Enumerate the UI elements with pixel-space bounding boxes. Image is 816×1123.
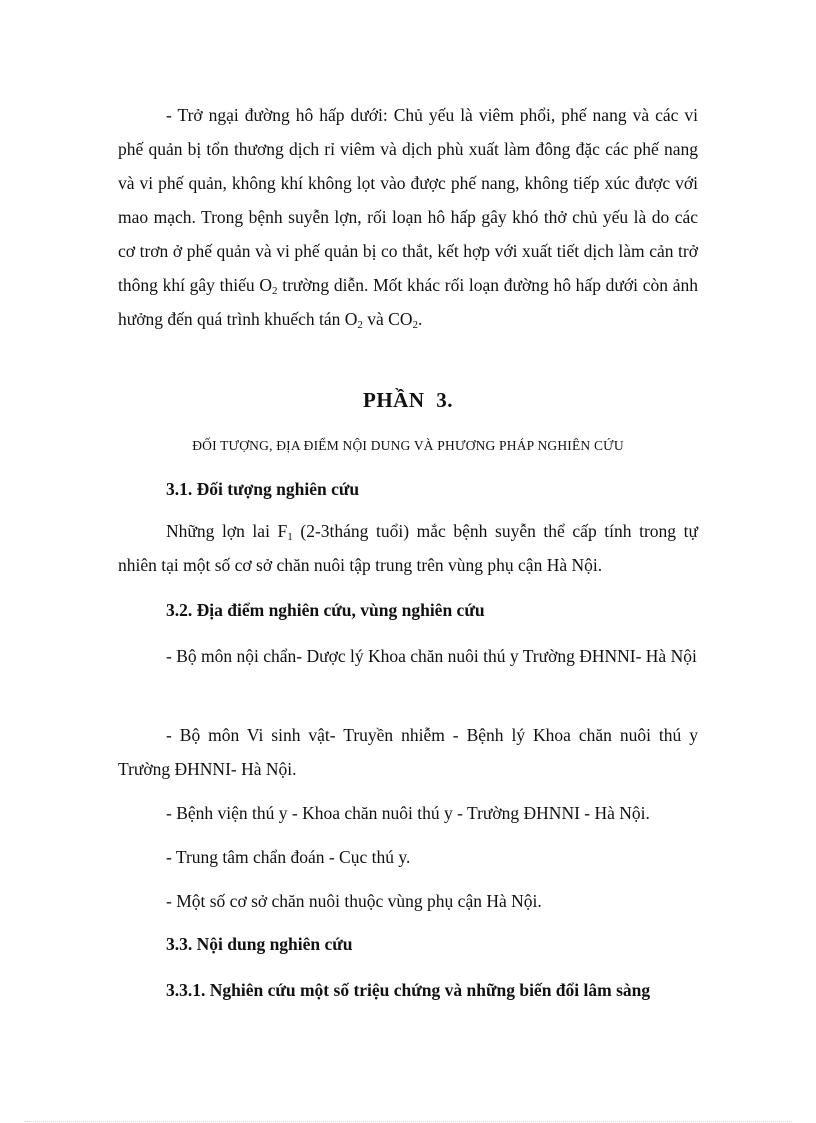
text-run: trường diễn. Mốt khác rối loạn đường hô hấp dưới còn ảnh hưởng đến quá trình khuếch tán O (118, 275, 698, 329)
section-3-3-title: 3.3. Nội dung nghiên cứu (166, 934, 353, 954)
text-run: Những lợn lai F (166, 521, 288, 541)
part-subtitle: ĐỐI TƯỢNG, ĐỊA ĐIỂM NỘI DUNG VÀ PHƯƠNG PHÁP NGHIÊN CỨU (192, 438, 624, 453)
subscript: 1 (287, 531, 293, 543)
location-item: - Một số cơ sở chăn nuôi thuộc vùng phụ cận Hà Nội. (166, 891, 542, 911)
page-bottom-rule (24, 1121, 792, 1122)
location-item: - Bộ môn Vi sinh vật- Truyền nhiễm - Bệnh lý Khoa chăn nuôi thú y Trường ĐHNNI- Hà Nội. (118, 725, 698, 779)
text-run: và CO (362, 309, 413, 329)
text-run: - Trở ngại đường hô hấp dưới: Chủ yếu là viêm phổi, phế nang và các vi phế quản bị tổn thương dịch rỉ viêm và dịch phù xuất làm đông đặc các phế nang và vi phế quản, không khí không lọt vào được phế nang, không tiếp xúc được với mao mạch. Trong bệnh suyễn lợn, rối loạn hô hấp gây khó thở chủ yếu là do các cơ trơn ở phế quản và vi phế quản bị co thắt, kết hợp với xuất tiết dịch làm cản trở thông khí gây thiếu O (118, 105, 698, 295)
paragraph-subjects (118, 514, 698, 582)
subscript: 2 (272, 285, 278, 297)
location-item: - Bệnh viện thú y - Khoa chăn nuôi thú y - Trường ĐHNNI - Hà Nội. (166, 803, 650, 823)
text-run: . (417, 309, 423, 329)
section-3-2-title: 3.2. Địa điểm nghiên cứu, vùng nghiên cứu (166, 600, 485, 620)
section-3-3-1-title: 3.3.1. Nghiên cứu một số triệu chứng và những biến đổi lâm sàng (166, 980, 651, 1000)
location-item: - Trung tâm chẩn đoán - Cục thú y. (166, 847, 411, 867)
part-title: PHẦN 3. (363, 388, 453, 412)
location-item: - Bộ môn nội chẩn- Dược lý Khoa chăn nuôi thú y Trường ĐHNNI- Hà Nội (166, 646, 697, 666)
subscript: 2 (357, 319, 363, 331)
text-run: (2-3tháng tuổi) mắc bệnh suyễn thể cấp tính trong tự nhiên tại một số cơ sở chăn nuôi tập trung trên vùng phụ cận Hà Nội. (118, 521, 698, 575)
section-3-1-title: 3.1. Đối tượng nghiên cứu (166, 479, 360, 499)
subscript: 2 (412, 319, 418, 331)
paragraph-lower-airway (118, 98, 698, 336)
